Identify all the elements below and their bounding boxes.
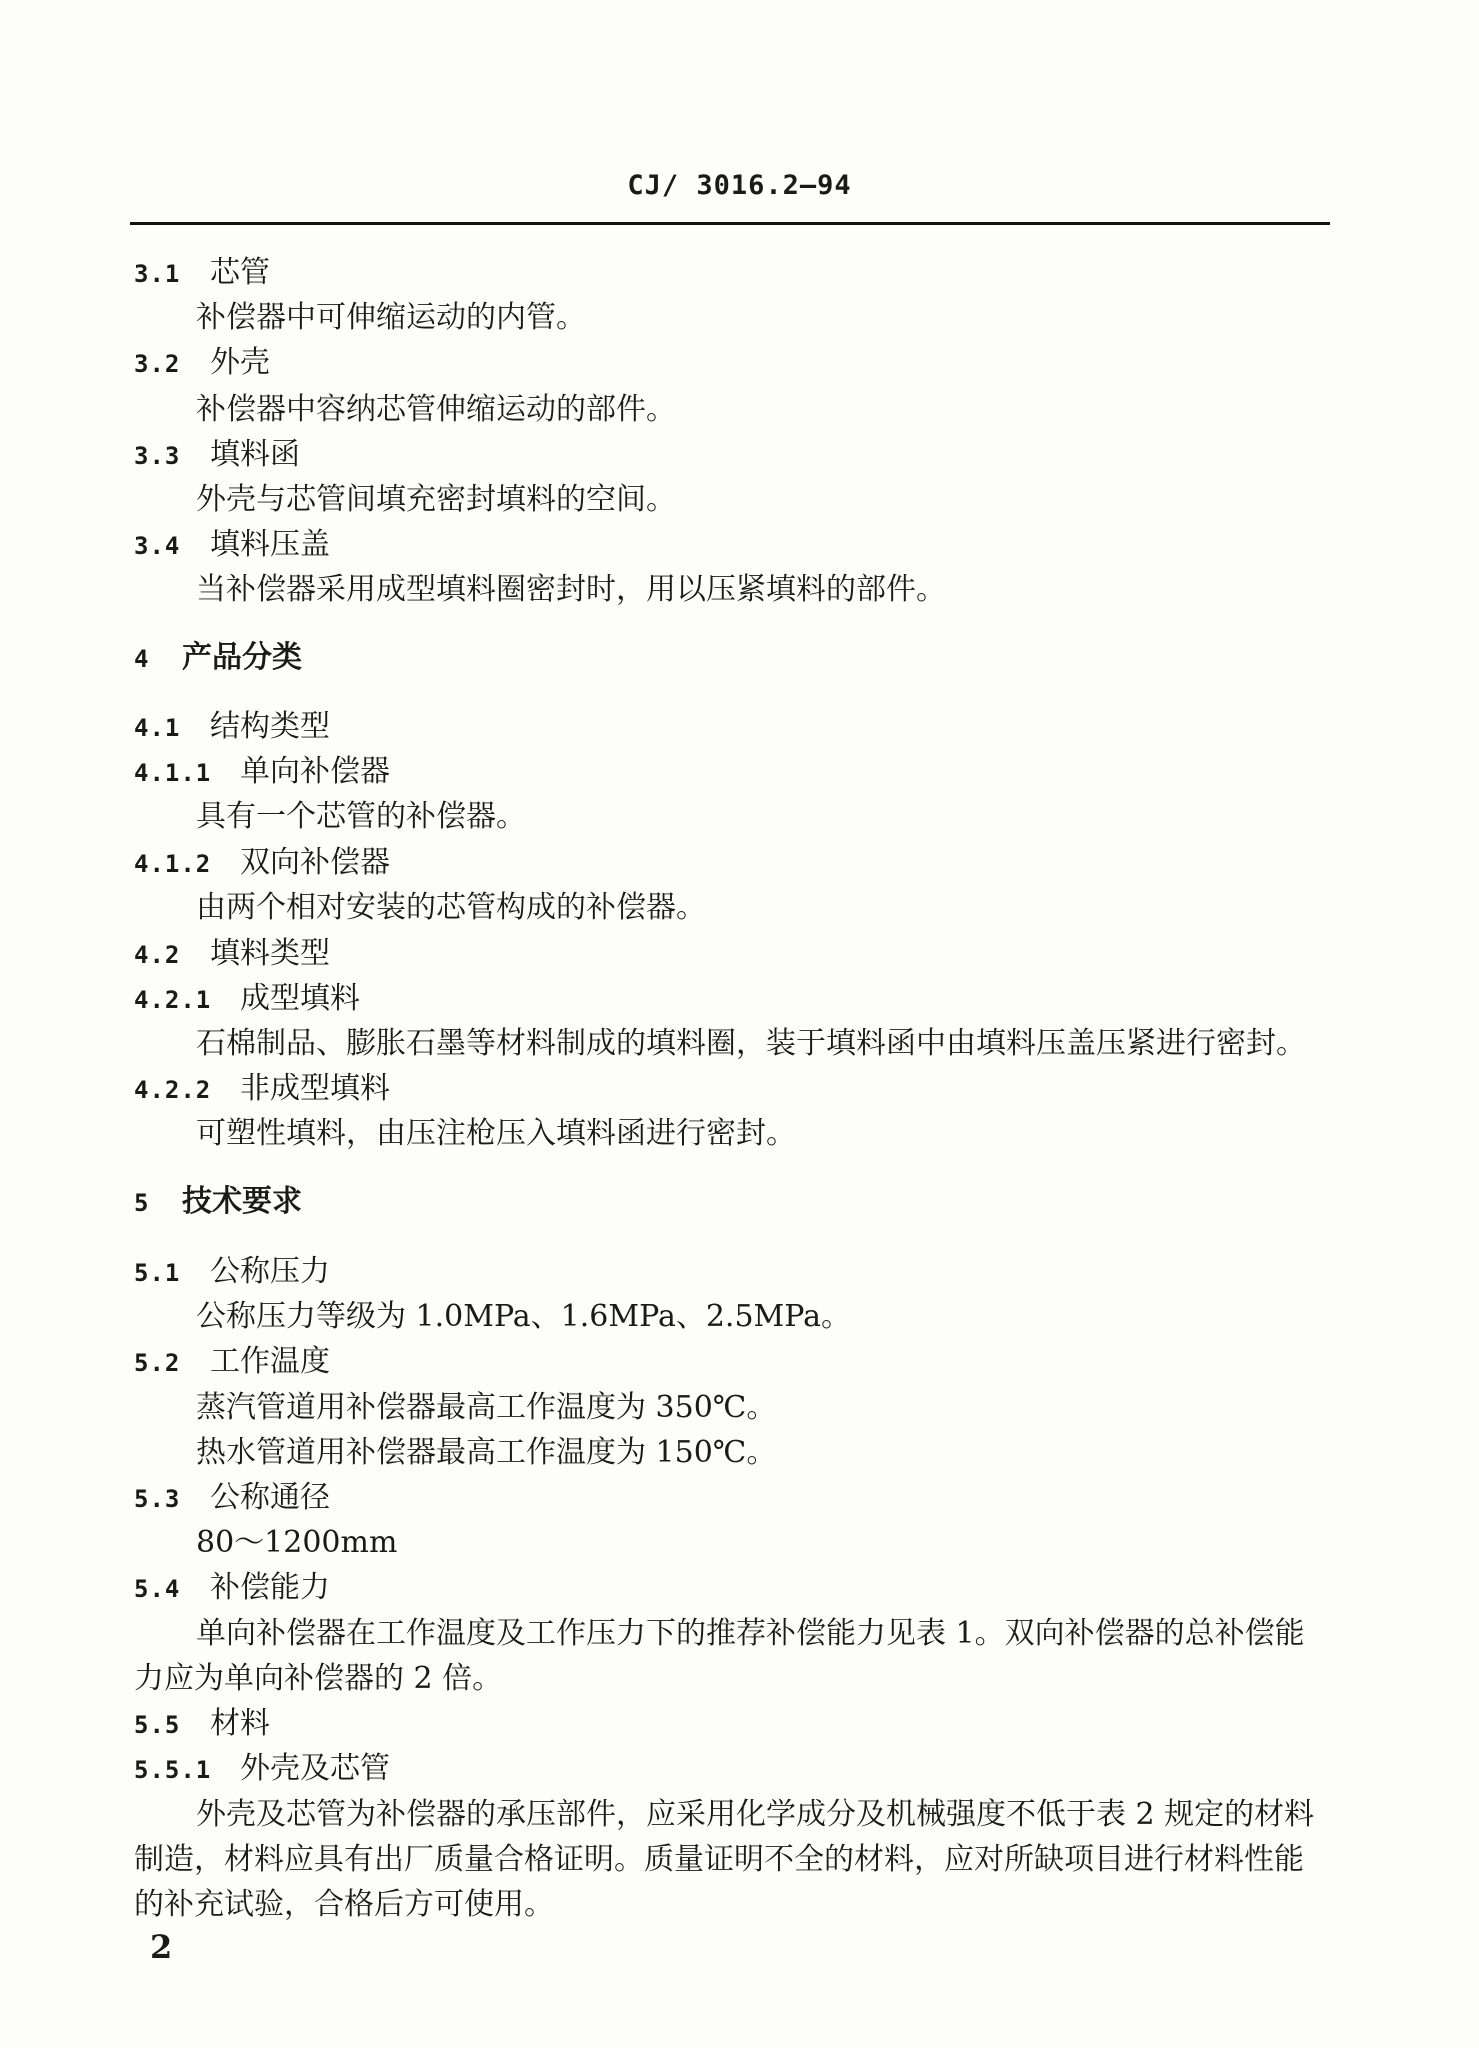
clause-5-5-1: [134, 1749, 390, 1790]
clause-5-4: [134, 1568, 330, 1609]
clause-title: 填料类型: [210, 936, 330, 971]
paragraph: 外壳及芯管为补偿器的承压部件，应采用化学成分及机械强度不低于表 2 规定的材料: [196, 1797, 1315, 1832]
section-title: 产品分类: [182, 640, 302, 675]
paragraph: 由两个相对安装的芯管构成的补偿器。: [196, 890, 706, 925]
clause-number: 5.4: [134, 1575, 181, 1603]
clause-5-2: [134, 1342, 330, 1383]
paragraph: 当补偿器采用成型填料圈密封时，用以压紧填料的部件。: [196, 572, 946, 607]
clause-4-2: [134, 934, 330, 975]
clause-number: 4.2.2: [134, 1076, 212, 1104]
clause-title: 单向补偿器: [240, 754, 390, 789]
section-title: 技术要求: [182, 1184, 302, 1219]
clause-5-1: [134, 1252, 330, 1293]
section-5: [134, 1182, 302, 1223]
clause-4-2-2: [134, 1069, 390, 1110]
clause-number: 5.1: [134, 1259, 181, 1287]
paragraph: 公称压力等级为 1.0MPa、1.6MPa、2.5MPa。: [196, 1299, 851, 1334]
paragraph: 可塑性填料，由压注枪压入填料函进行密封。: [196, 1116, 796, 1151]
clause-3-2: [134, 343, 270, 384]
document-code-header: CJ/ 3016.2—94: [627, 170, 852, 201]
clause-title: 非成型填料: [240, 1071, 390, 1106]
header-rule: [130, 222, 1330, 225]
clause-3-4: [134, 525, 330, 566]
clause-title: 结构类型: [210, 709, 330, 744]
clause-number: 3.4: [134, 532, 181, 560]
clause-title: 材料: [210, 1706, 270, 1741]
paragraph-continuation: 力应为单向补偿器的 2 倍。: [134, 1661, 503, 1696]
clause-number: 4.2.1: [134, 986, 212, 1014]
clause-title: 芯管: [210, 255, 270, 290]
clause-number: 3.2: [134, 350, 181, 378]
clause-title: 成型填料: [240, 981, 360, 1016]
clause-number: 5.5: [134, 1711, 181, 1739]
paragraph: 热水管道用补偿器最高工作温度为 150℃。: [196, 1435, 777, 1470]
clause-number: 4.1: [134, 714, 181, 742]
clause-number: 3.3: [134, 442, 181, 470]
clause-title: 填料压盖: [210, 527, 330, 562]
clause-number: 4.2: [134, 941, 181, 969]
paragraph: 80～1200mm: [196, 1525, 398, 1560]
clause-3-1: [134, 253, 270, 294]
clause-title: 工作温度: [210, 1344, 330, 1379]
clause-number: 5.2: [134, 1349, 181, 1377]
clause-5-5: [134, 1704, 270, 1745]
paragraph: 蒸汽管道用补偿器最高工作温度为 350℃。: [196, 1390, 777, 1425]
paragraph: 外壳与芯管间填充密封填料的空间。: [196, 482, 676, 517]
page-number: 2: [150, 1928, 173, 1966]
clause-5-3: [134, 1478, 330, 1519]
clause-title: 外壳及芯管: [240, 1751, 390, 1786]
clause-number: 4.1.2: [134, 850, 212, 878]
clause-title: 外壳: [210, 345, 270, 380]
clause-3-3: [134, 435, 300, 476]
section-4: [134, 638, 302, 679]
clause-title: 补偿能力: [210, 1570, 330, 1605]
paragraph: 具有一个芯管的补偿器。: [196, 799, 526, 834]
paragraph: 补偿器中可伸缩运动的内管。: [196, 300, 586, 335]
clause-4-1: [134, 707, 330, 748]
clause-number: 3.1: [134, 260, 181, 288]
paragraph: 补偿器中容纳芯管伸缩运动的部件。: [196, 392, 676, 427]
paragraph: 石棉制品、膨胀石墨等材料制成的填料圈，装于填料函中由填料压盖压紧进行密封。: [196, 1026, 1306, 1061]
clause-title: 填料函: [210, 437, 300, 472]
paragraph: 单向补偿器在工作温度及工作压力下的推荐补偿能力见表 1。双向补偿器的总补偿能: [196, 1616, 1305, 1651]
clause-4-1-2: [134, 843, 390, 884]
section-number: 4: [134, 645, 150, 673]
clause-number: 5.3: [134, 1485, 181, 1513]
clause-title: 公称通径: [210, 1480, 330, 1515]
paragraph-continuation: 的补充试验，合格后方可使用。: [134, 1887, 554, 1922]
clause-title: 双向补偿器: [240, 845, 390, 880]
clause-4-1-1: [134, 752, 390, 793]
clause-4-2-1: [134, 979, 360, 1020]
clause-title: 公称压力: [210, 1254, 330, 1289]
clause-number: 4.1.1: [134, 759, 212, 787]
section-number: 5: [134, 1189, 150, 1217]
paragraph-continuation: 制造，材料应具有出厂质量合格证明。质量证明不全的材料，应对所缺项目进行材料性能: [134, 1842, 1304, 1877]
clause-number: 5.5.1: [134, 1756, 212, 1784]
